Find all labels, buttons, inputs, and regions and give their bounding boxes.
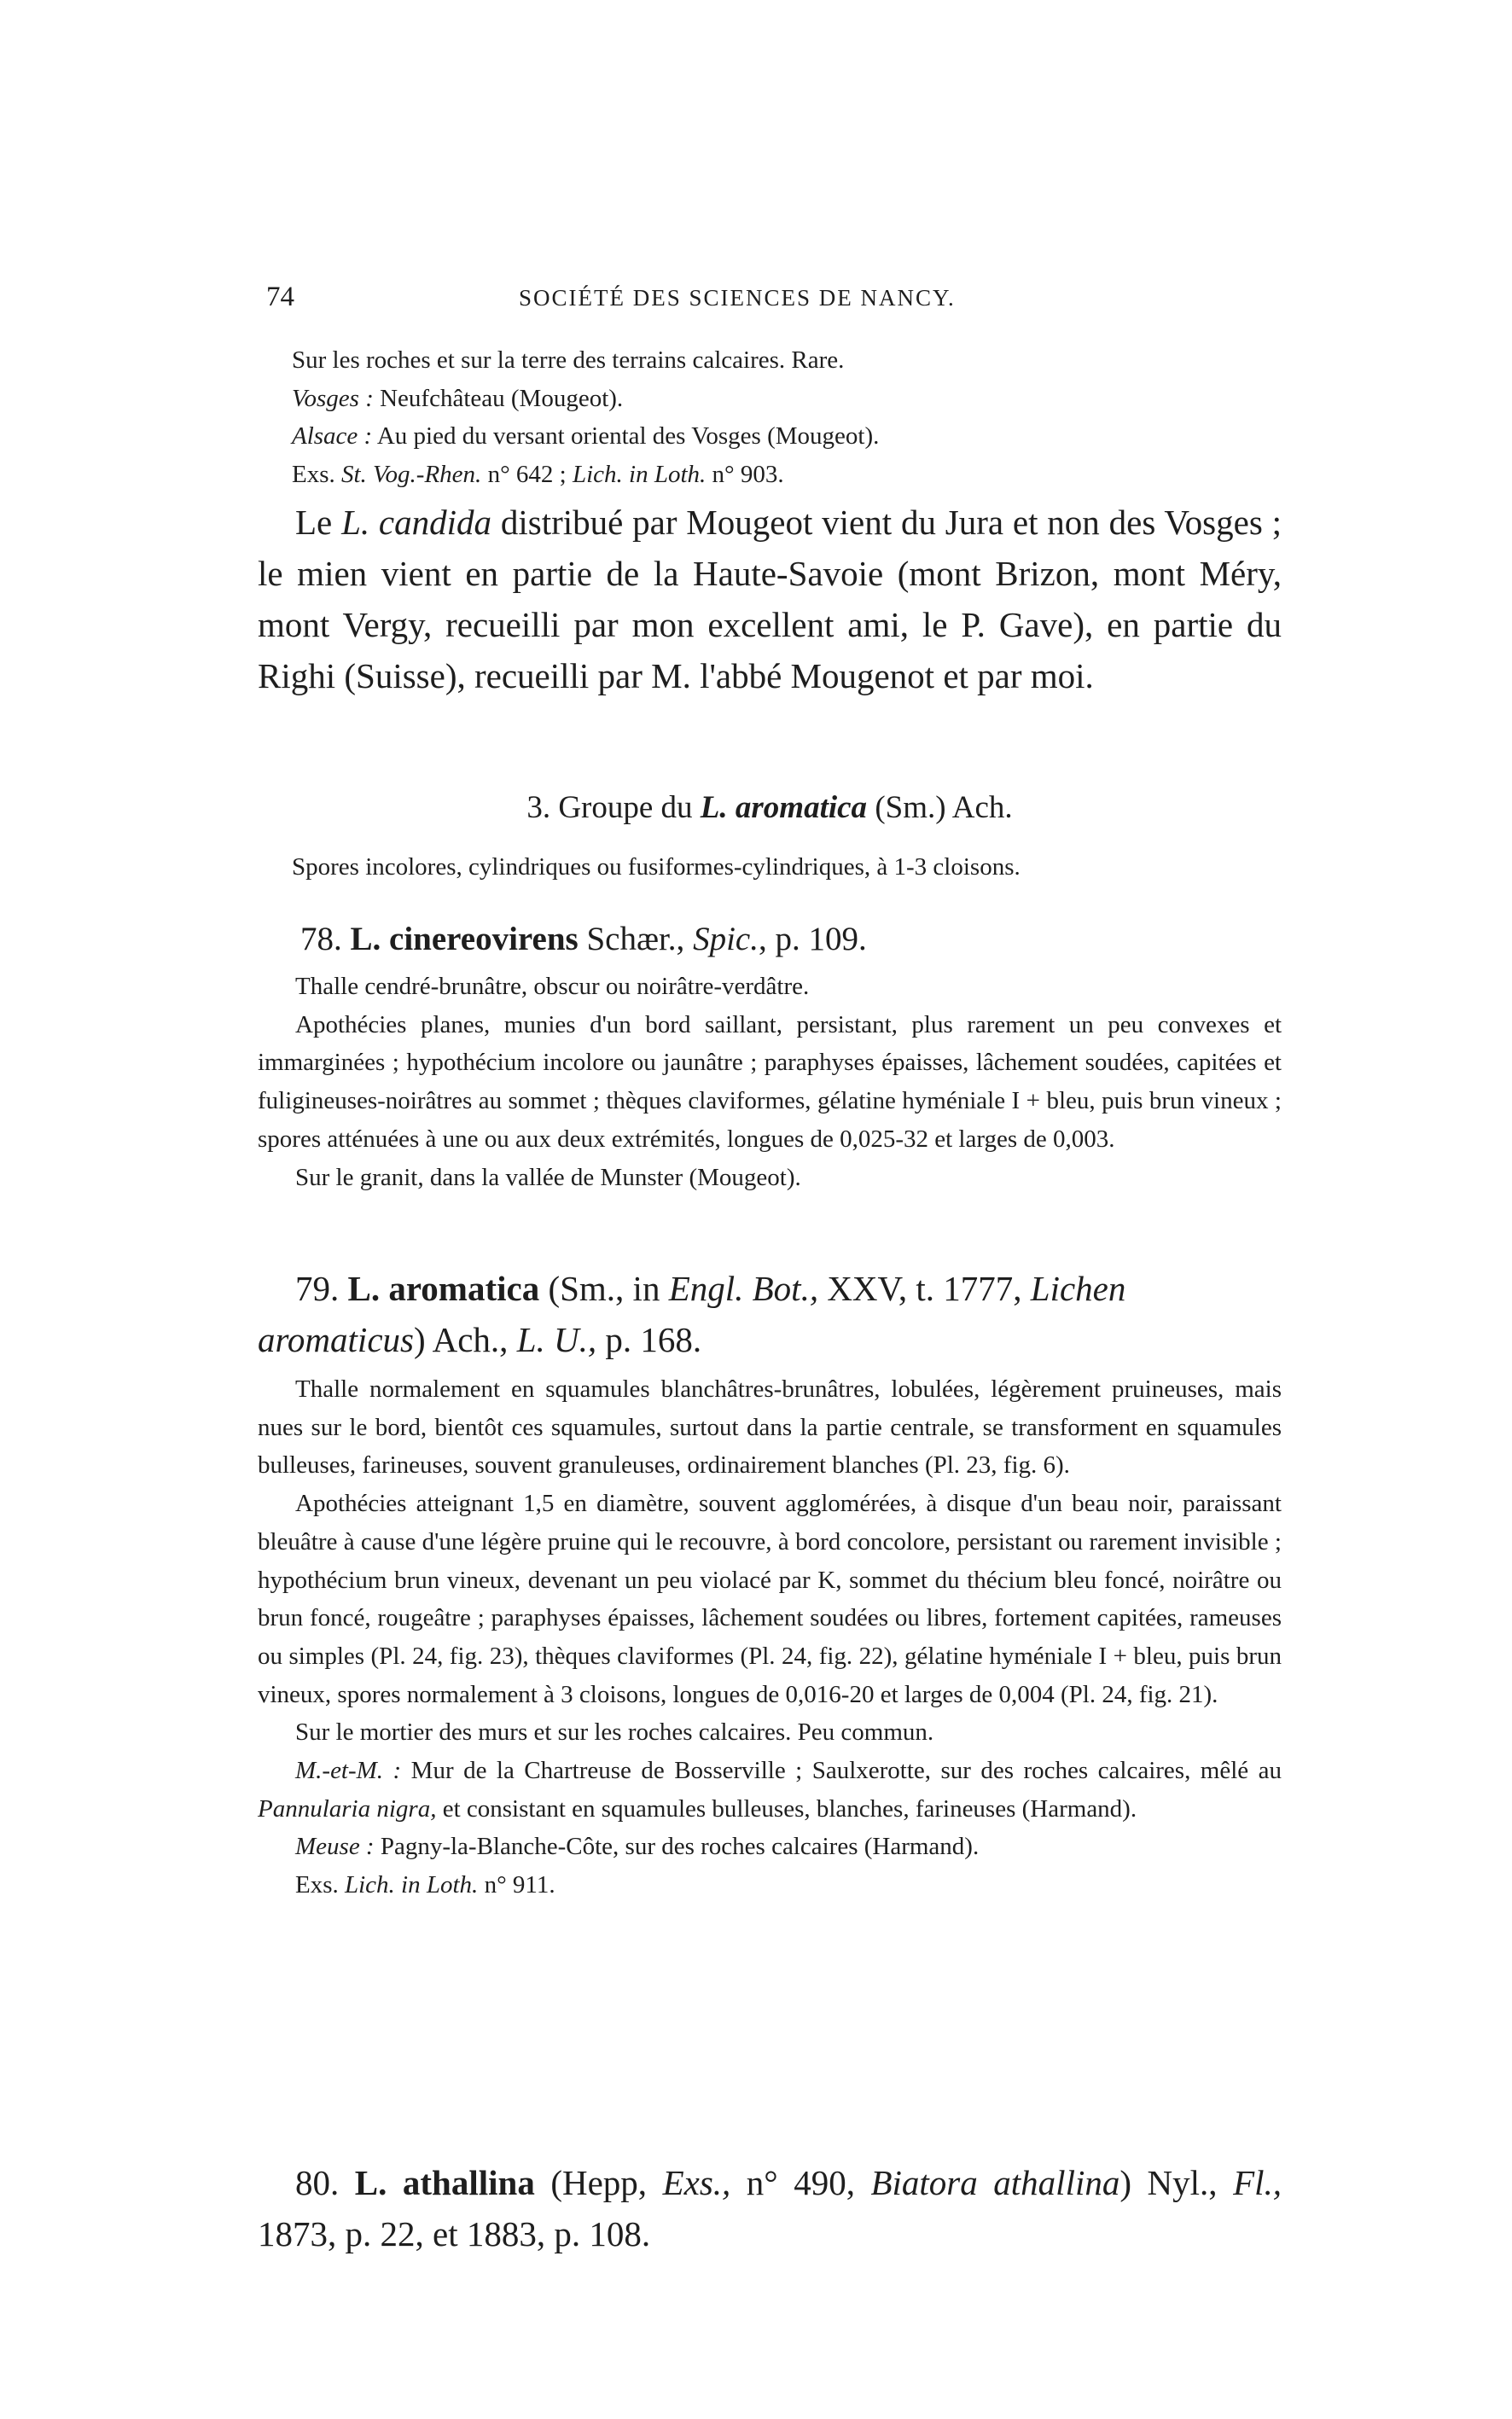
entry-80: [258, 2157, 1282, 2259]
entry-heading: [258, 2157, 1282, 2259]
reference: Fl.,: [1233, 2163, 1282, 2202]
reference: Spic.: [693, 921, 759, 957]
exs-number: n° 911.: [478, 1871, 555, 1899]
paragraph: Apothécies planes, munies d'un bord saillant, persistant, plus rarement un peu convexes et immarginées ; hypothécium incolore ou jaunâtre ; paraphyses épaisses, lâchement soudées, capitées et fuligineuses-noirâtres au sommet ; thèques claviformes, gélatine hyméniale I + bleu, puis brun vineux ; spores atténuées à une ou aux deux extrémités, longues de 0,025-32 et larges de 0,003.: [258, 1010, 1282, 1153]
exs-number: n° 642 ;: [481, 461, 573, 489]
paragraph: Thalle normalement en squamules blanchâtres-brunâtres, lobulées, légèrement pruineuses, mais nues sur le bord, bientôt ces squamules, surtout dans la partie centrale, se transforment en squamules bulleuses, farineuses, souvent granuleuses, ordinairement blanches (Pl. 23, fig. 6).: [258, 1375, 1282, 1480]
group-description: Spores incolores, cylindriques ou fusiformes-cylindriques, à 1-3 cloisons.: [292, 853, 1021, 881]
locality-vosges: [258, 380, 1282, 418]
taxon-name: L. candida: [341, 503, 492, 542]
running-title: SOCIÉTÉ DES SCIENCES DE NANCY.: [519, 285, 956, 311]
paragraph: [258, 497, 1282, 701]
entry-heading: [258, 915, 1282, 964]
locality-text: Au pied du versant oriental des Vosges (Mougeot).: [372, 422, 880, 451]
page-number: 74: [266, 282, 294, 312]
taxon-name: L. aromatica: [700, 790, 868, 825]
reference: Exs.,: [662, 2163, 731, 2202]
entry-78: [258, 915, 1282, 1196]
taxon-name: L. cinereovirens: [350, 921, 579, 957]
synonym: Biatora athallina: [870, 2163, 1120, 2202]
text: 1873, p. 22, et 1883, p. 108.: [258, 2214, 651, 2253]
text: ) Nyl.,: [1119, 2163, 1234, 2202]
exs-number: n° 903.: [706, 461, 784, 489]
exsiccata-line: [258, 1866, 1282, 1904]
locality-alsace: [258, 417, 1282, 456]
region-label: M.-et-M. :: [295, 1757, 402, 1785]
candida-paragraph: [258, 497, 1282, 701]
reference: Engl. Bot.,: [668, 1269, 819, 1308]
paragraph: [258, 1752, 1282, 1828]
paragraph: Sur le granit, dans la vallée de Munster (Mougeot).: [295, 1163, 801, 1191]
top-lines: [258, 341, 1282, 494]
taxon-name: L. aromatica: [347, 1269, 540, 1308]
entry-number: 79.: [295, 1269, 348, 1308]
region-label: Alsace :: [292, 422, 373, 451]
synonym: Lichen aromaticus: [258, 1269, 1126, 1359]
authority: Schær.,: [578, 921, 694, 957]
entry-79: [258, 1263, 1282, 1904]
taxon-name: Pannularia nigra,: [258, 1794, 437, 1823]
text: (Hepp,: [534, 2163, 663, 2202]
text: (Sm.) Ach.: [867, 790, 1013, 825]
locality-text: Neufchâteau (Mougeot).: [373, 384, 624, 412]
entry-number: 80.: [295, 2163, 355, 2202]
paragraph: Sur le mortier des murs et sur les roches calcaires. Peu commun.: [295, 1718, 934, 1747]
exs-title: St. Vog.-Rhen.: [341, 461, 482, 489]
paragraph: Apothécies atteignant 1,5 en diamètre, souvent agglomérées, à disque d'un beau noir, paraissant bleuâtre à cause d'une légère pruine qui le recouvre, à bord concolore, persistant ou rarement invisible ; hypothécium brun vineux, devenant un peu violacé par K, sommet du thécium bleu foncé, noirâtre ou brun foncé, rougeâtre ; paraphyses épaisses, lâchement soudées ou libres, fortement capitées, rameuses ou simples (Pl. 24, fig. 23), thèques claviformes (Pl. 24, fig. 22), gélatine hyméniale I + bleu, puis brun vineux, spores normalement à 3 cloisons, longues de 0,016-20 et larges de 0,004 (Pl. 24, fig. 21).: [258, 1490, 1282, 1708]
section-heading: [258, 783, 1282, 833]
entry-number: 78.: [300, 921, 351, 957]
reference: L. U.,: [516, 1320, 597, 1359]
exs-title: Lich. in Loth.: [345, 1871, 479, 1899]
text: ) Ach.,: [413, 1320, 517, 1359]
exs-label: Exs.: [295, 1871, 345, 1899]
text: Le: [295, 503, 342, 542]
page-ref: p. 168.: [596, 1320, 702, 1359]
text: (Sm., in: [539, 1269, 669, 1308]
group-heading: [258, 783, 1282, 887]
text: n° 490,: [730, 2163, 871, 2202]
page-ref: , p. 109.: [758, 921, 867, 957]
exs-label: Exs.: [292, 461, 341, 489]
taxon-name: L. athallina: [354, 2163, 535, 2202]
text: Pagny-la-Blanche-Côte, sur des roches calcaires (Harmand).: [374, 1833, 980, 1861]
exs-title: Lich. in Loth.: [572, 461, 707, 489]
entry-heading: [258, 1263, 1282, 1365]
text: distribué par Mougeot vient du Jura et non des Vosges ; le mien vient en partie de la Haute-Savoie (mont Brizon, mont Méry, mont Vergy, recueilli par mon excellent ami, le P. Gave), en partie du Righi (Suisse), recueilli par M. l'abbé Mougenot et par moi.: [258, 503, 1282, 695]
text: et consistant en squamules bulleuses, blanches, farineuses (Harmand).: [436, 1794, 1137, 1823]
region-label: Meuse :: [295, 1833, 375, 1861]
habitat-line: Sur les roches et sur la terre des terrains calcaires. Rare.: [292, 346, 845, 374]
text: XXV, t. 1777,: [818, 1269, 1031, 1308]
text: Mur de la Chartreuse de Bosserville ; Saulxerotte, sur des roches calcaires, mêlé au: [401, 1757, 1282, 1785]
region-label: Vosges :: [292, 384, 374, 412]
exsiccata-line: [258, 456, 1282, 494]
text: 3. Groupe du: [526, 790, 701, 825]
paragraph: Thalle cendré-brunâtre, obscur ou noirâtre-verdâtre.: [295, 973, 810, 1000]
paragraph: [258, 1828, 1282, 1866]
